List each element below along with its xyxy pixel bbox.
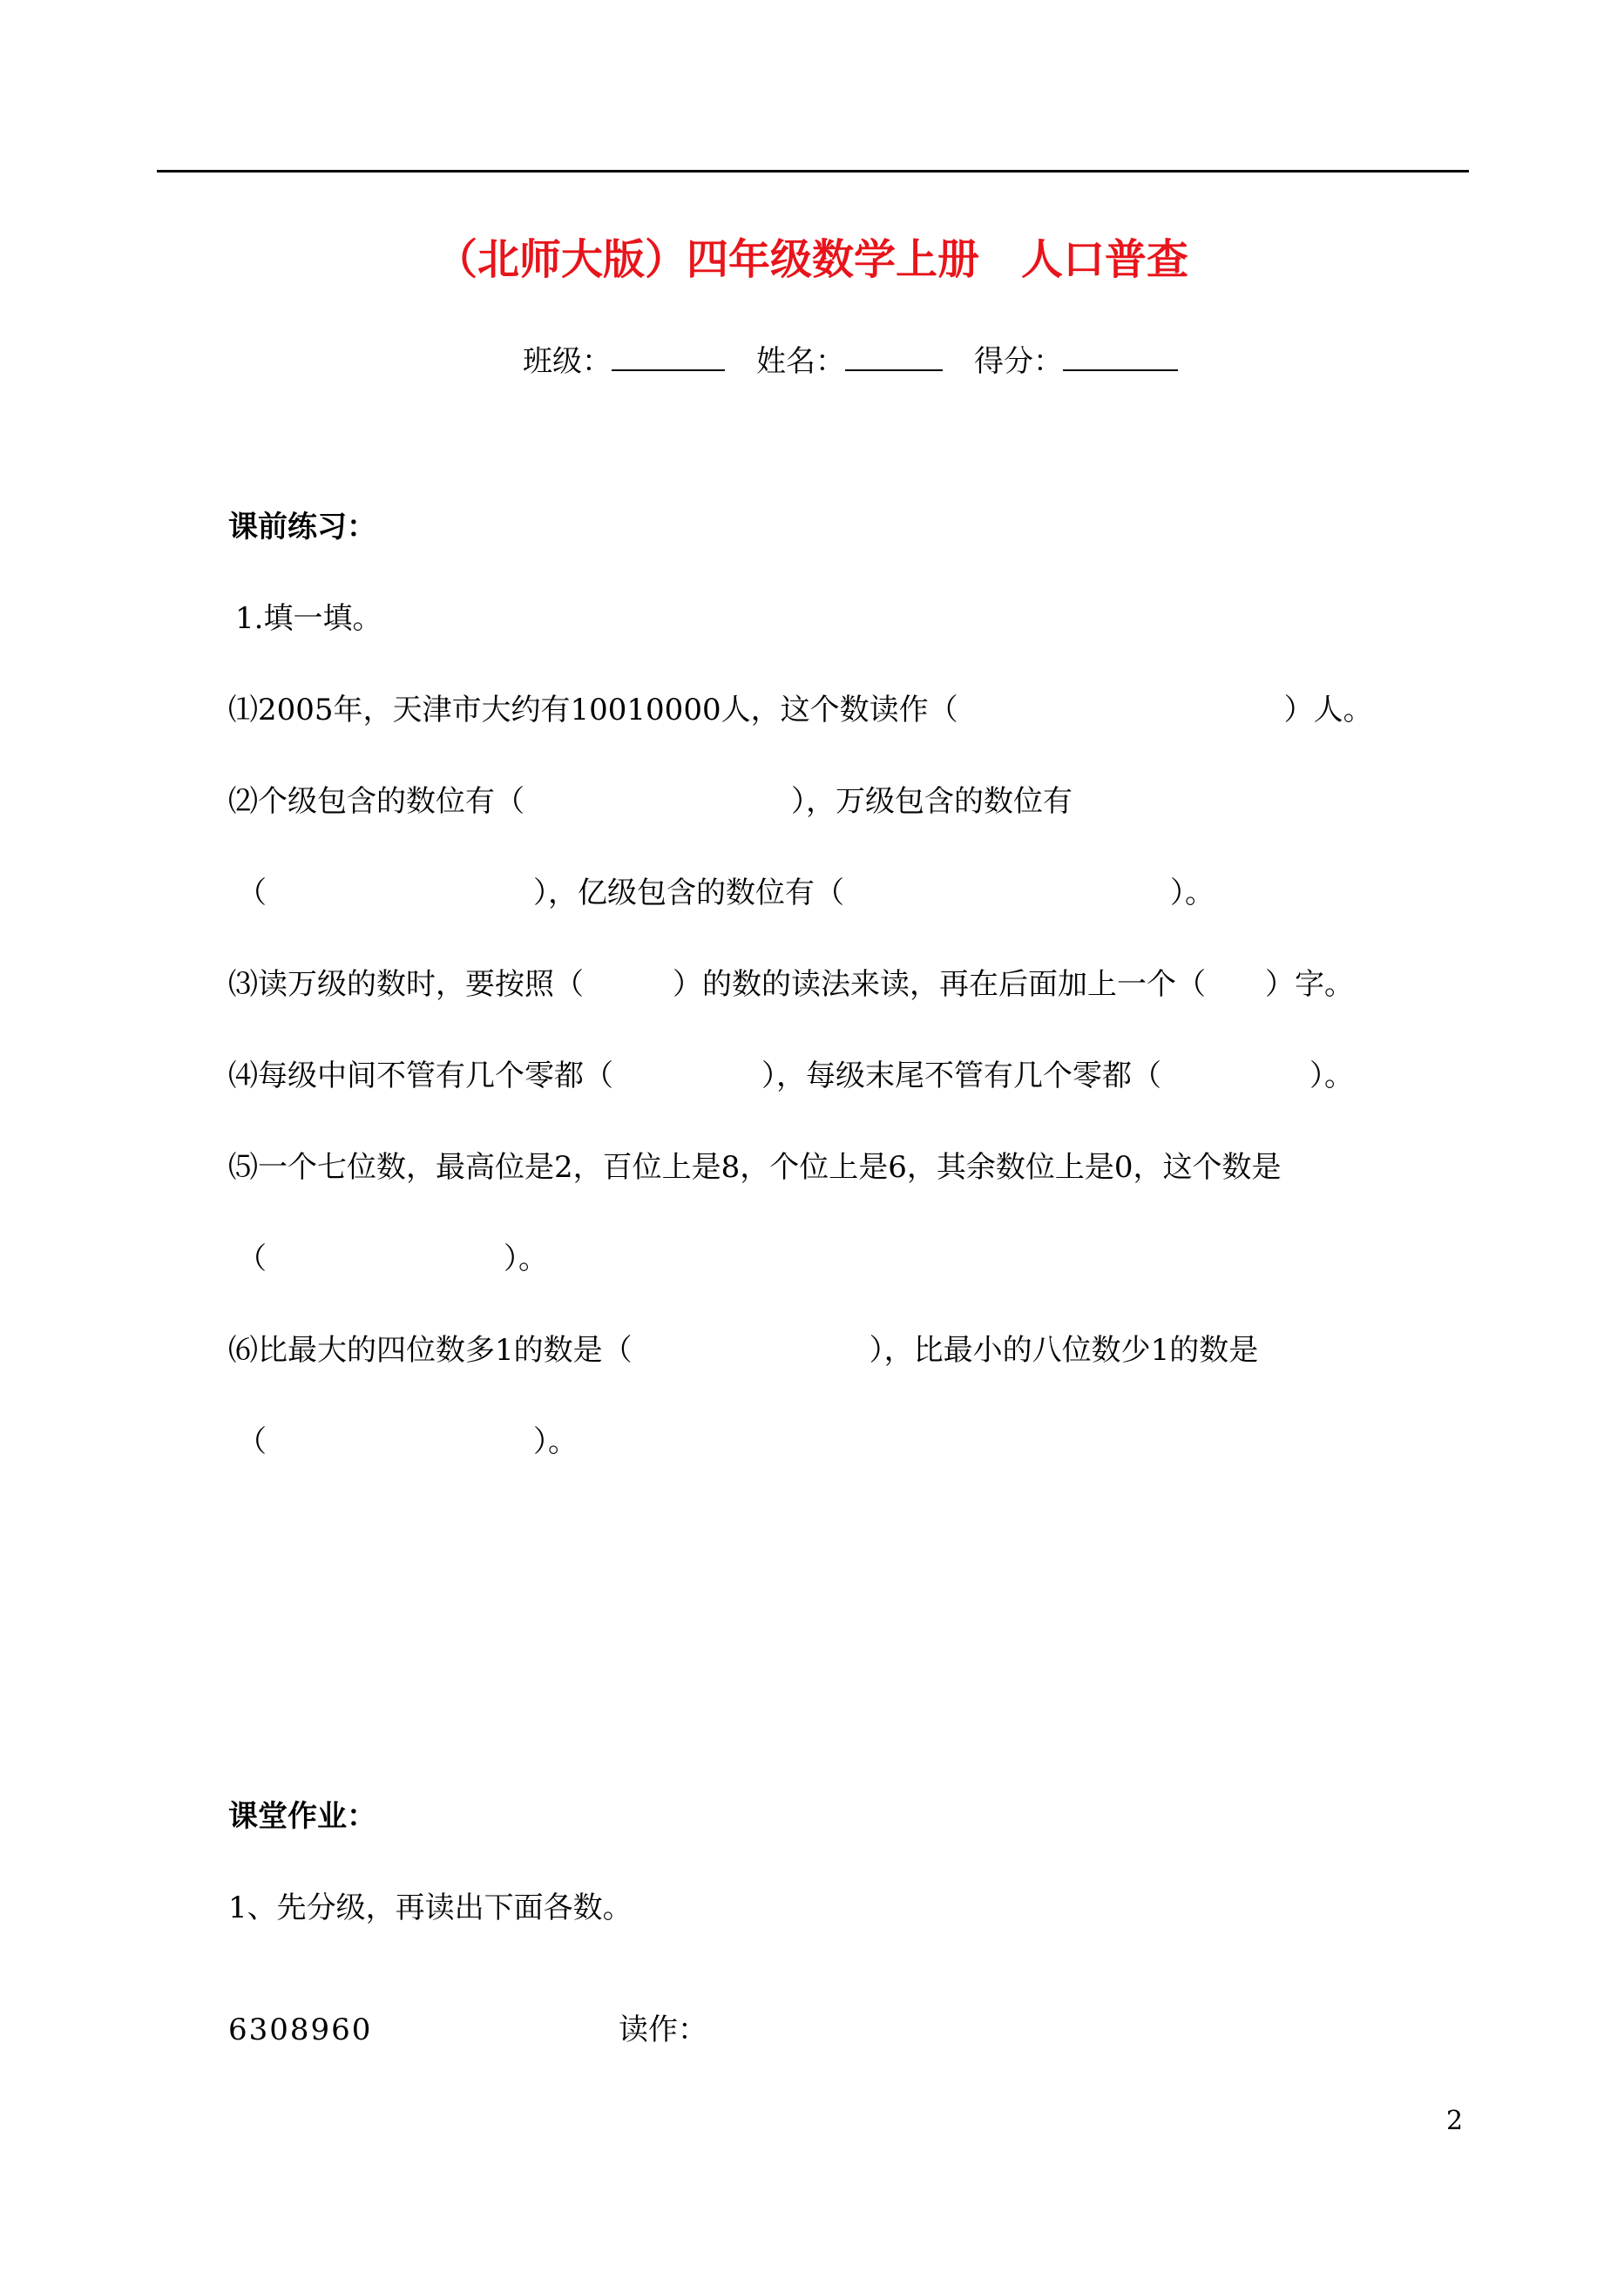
score-blank <box>1063 345 1178 371</box>
section-heading-in-class: 课堂作业： <box>228 1799 376 1834</box>
question-1-item-5-cont: （ ）。 <box>237 1241 548 1276</box>
header-rule <box>157 170 1469 172</box>
page-number: 2 <box>1446 2106 1464 2136</box>
classwork-question-1: 1、先分级，再读出下面各数。 <box>228 1891 633 1925</box>
question-1-label: 1.填一填。 <box>235 601 382 636</box>
question-1-item-2: ⑵个级包含的数位有（ ），万级包含的数位有 <box>228 784 1073 819</box>
question-1-item-6: ⑹比最大的四位数多1的数是（ ），比最小的八位数少1的数是 <box>228 1333 1259 1368</box>
student-info-row <box>523 331 1178 392</box>
question-1-item-6-cont: （ ）。 <box>237 1424 578 1459</box>
question-1-item-1: ⑴2005年，天津市大约有10010000人，这个数读作（ ）人。 <box>228 693 1373 727</box>
question-1-item-3: ⑶读万级的数时，要按照（ ）的数的读法来读，再在后面加上一个（ ）字。 <box>228 967 1354 1002</box>
question-1-item-5: ⑸一个七位数，最高位是2，百位上是8，个位上是6，其余数位上是0，这个数是 <box>228 1150 1282 1185</box>
page-title: （北师大版）四年级数学上册 人口普查 <box>435 235 1188 284</box>
class-blank <box>612 345 725 371</box>
number-to-read: 6308960 <box>228 2012 373 2047</box>
name-blank <box>845 345 943 371</box>
name-label: 姓名： <box>756 344 845 379</box>
class-label: 班级： <box>523 344 612 379</box>
score-label: 得分： <box>974 344 1063 379</box>
section-heading-pre-class: 课前练习： <box>228 510 376 545</box>
question-1-item-4: ⑷每级中间不管有几个零都（ ），每级末尾不管有几个零都（ ）。 <box>228 1059 1354 1093</box>
read-as-label: 读作： <box>619 2012 707 2047</box>
question-1-item-2-cont: （ ），亿级包含的数位有（ ）。 <box>237 876 1215 910</box>
